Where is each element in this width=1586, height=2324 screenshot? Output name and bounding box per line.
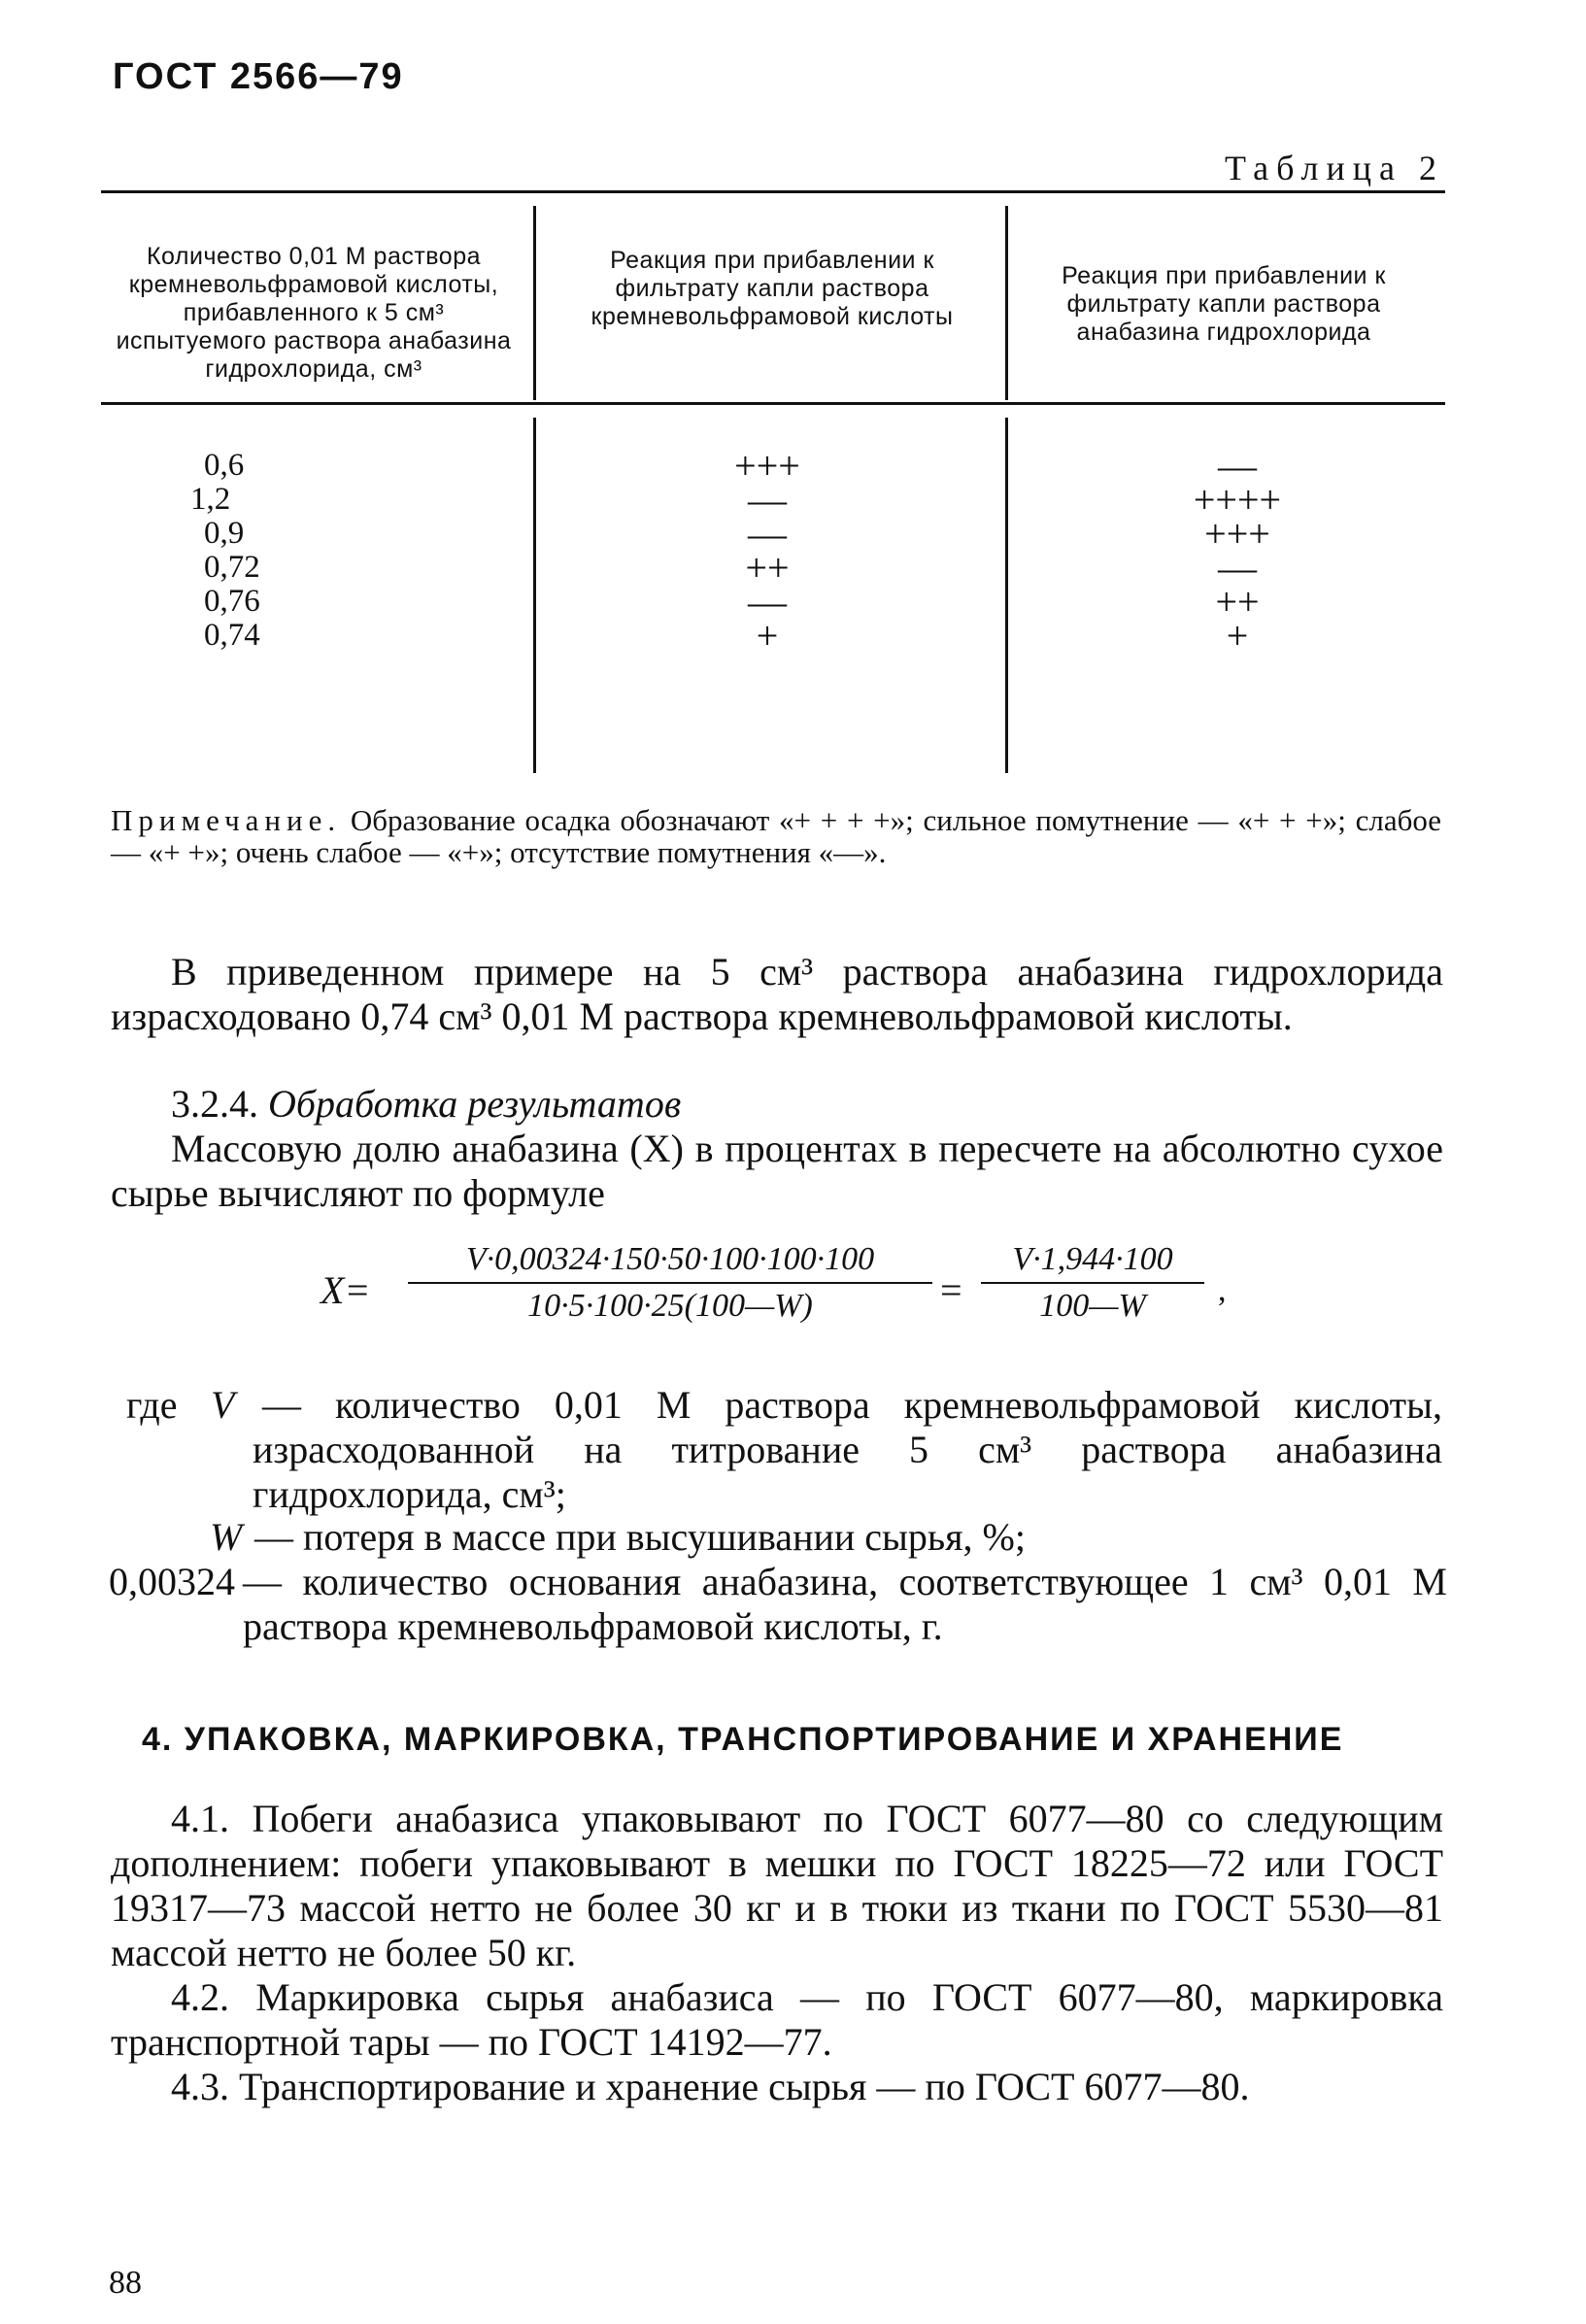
formula-intro	[111, 1127, 1443, 1216]
table-label: Таблица 2	[1225, 149, 1444, 187]
note-label: Примечание.	[111, 803, 342, 837]
table-cell-amount: 0,72	[204, 550, 260, 585]
section-paragraph-4-1: 4.1. Побеги анабазиса упаковывают по ГОСТ 6077—80 со следующим дополнением: побеги упаковывают в мешки по ГОСТ 18225—72 или ГОСТ 19317—73 массой нетто не более 30 кг и в тюки из ткани по ГОСТ 5530—81 массой нетто не более 50 кг.	[111, 1797, 1443, 1974]
document-id: ГОСТ 2566—79	[113, 56, 404, 97]
table-cell-amount: 0,74	[204, 618, 260, 653]
formula-fraction-1	[408, 1241, 932, 1325]
table-cell-reaction-acid: —	[748, 580, 787, 623]
table-cell-reaction-anabasine: +++	[1204, 512, 1270, 556]
table-header-rule	[101, 402, 1445, 405]
column-divider-1-body	[533, 418, 536, 773]
table-cell-amount: 0,76	[204, 584, 260, 619]
formula-numerator-1: V·0,00324·150·50·100·100·100	[408, 1241, 932, 1284]
formula-fraction-2	[981, 1241, 1204, 1325]
formula-denominator-1: 10·5·100·25(100—W)	[527, 1288, 813, 1324]
table-cell-reaction-anabasine: ++	[1215, 580, 1260, 623]
table-cell-reaction-anabasine: +	[1226, 614, 1249, 657]
table-header-amount: Количество 0,01 М раствора кремневольфрамовой кислоты, прибавленного к 5 см³ испытуемого раствора анабазина гидрохлорида, см³	[116, 243, 512, 383]
section-heading: 4. УПАКОВКА, МАРКИРОВКА, ТРАНСПОРТИРОВАНИЕ И ХРАНЕНИЕ	[142, 1721, 1344, 1758]
definition-symbol-w: W	[210, 1515, 243, 1559]
column-divider-1	[533, 206, 536, 400]
column-divider-2-body	[1005, 418, 1008, 773]
subsection-title: Обработка результатов	[268, 1082, 682, 1126]
definition-symbol-v: V	[211, 1383, 235, 1427]
example-paragraph	[111, 950, 1443, 1039]
table-cell-amount: 0,9	[204, 516, 245, 551]
definition-text-w: — потеря в массе при высушивании сырья, %;	[254, 1515, 1026, 1559]
subsection-heading	[171, 1082, 681, 1127]
column-divider-2	[1005, 206, 1008, 400]
formula-denominator-2: 100—W	[1039, 1288, 1146, 1324]
table-cell-amount: 1,2	[190, 482, 231, 517]
definition-text-coef: — количество основания анабазина, соответствующее 1 см³ 0,01 М раствора кремневольфрамовой кислоты, г.	[243, 1560, 1447, 1648]
table-cell-reaction-acid: —	[748, 512, 787, 556]
table-cell-reaction-anabasine: —	[1218, 546, 1257, 589]
amount-column	[190, 449, 260, 653]
formula-numerator-2: V·1,944·100	[981, 1241, 1204, 1284]
section-paragraph-4-2: 4.2. Маркировка сырья анабазиса — по ГОСТ 6077—80, маркировка транспортной тары — по ГОСТ 14192—77.	[111, 1975, 1443, 2064]
table-top-rule	[101, 190, 1445, 193]
formula-intro-text: Массовую долю анабазина (X) в процентах в пересчете на абсолютно сухое сырье вычисляют по формуле	[111, 1127, 1443, 1215]
reaction-acid-column	[622, 444, 913, 657]
reaction-anabasine-column	[1092, 444, 1383, 657]
table-cell-reaction-acid: +	[756, 614, 779, 657]
formula-comma: ,	[1218, 1272, 1227, 1308]
table-note	[111, 804, 1441, 868]
section-paragraph-4-3: 4.3. Транспортирование и хранение сырья — по ГОСТ 6077—80.	[171, 2065, 1250, 2108]
table-cell-reaction-anabasine: —	[1218, 444, 1257, 488]
table-cell-reaction-anabasine: ++++	[1193, 478, 1282, 522]
subsection-number: 3.2.4.	[171, 1082, 258, 1126]
note-text: Образование осадка обозначают «+ + + +»; сильное помутнение — «+ + +»; слабое — «+ +»; очень слабое — «+»; отсутствие помутнения «—».	[111, 803, 1441, 869]
table-cell-reaction-acid: ++	[745, 546, 790, 589]
formula-lhs: X=	[321, 1268, 371, 1312]
table-header-reaction-anabasine: Реакция при прибавлении к фильтрату капли раствора анабазина гидрохлорида	[1062, 262, 1386, 346]
definition-text-v: — количество 0,01 М раствора кремневольфрамовой кислоты, израсходованной на титрование 5 см³ раствора анабазина гидрохлорида, см³;	[253, 1383, 1442, 1516]
definition-symbol-coef: 0,00324	[109, 1560, 235, 1603]
table-header-reaction-acid: Реакция при прибавлении к фильтрату капли раствора кремневольфрамовой кислоты	[591, 247, 954, 330]
page-number: 88	[109, 2265, 142, 2301]
example-text: В приведенном примере на 5 см³ раствора анабазина гидрохлорида израсходовано 0,74 см³ 0,01 М раствора кремневольфрамовой кислоты.	[111, 950, 1443, 1038]
definition-where: где	[126, 1383, 178, 1427]
table-cell-reaction-acid: —	[748, 478, 787, 522]
table-cell-reaction-acid: +++	[734, 444, 800, 488]
table-cell-amount: 0,6	[204, 448, 245, 483]
formula-equals: =	[940, 1268, 962, 1312]
